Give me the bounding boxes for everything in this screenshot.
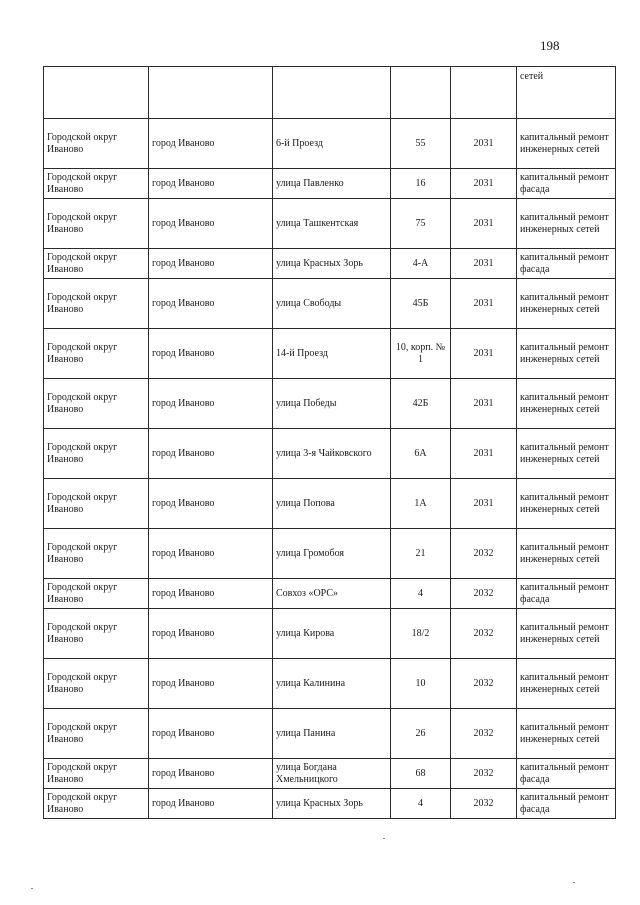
house-cell: 68 <box>391 759 451 789</box>
work-cell: капитальный ремонт инженерных сетей <box>517 199 616 249</box>
table-row <box>44 529 616 579</box>
city-cell: город Иваново <box>149 199 273 249</box>
house-cell: 6А <box>391 429 451 479</box>
table-row <box>44 789 616 819</box>
street-cell: улица Калинина <box>273 659 391 709</box>
table-row <box>44 119 616 169</box>
work-cell: капитальный ремонт инженерных сетей <box>517 659 616 709</box>
house-cell: 42Б <box>391 379 451 429</box>
table-row <box>44 429 616 479</box>
year-cell: 2032 <box>451 709 517 759</box>
work-cell: капитальный ремонт инженерных сетей <box>517 529 616 579</box>
street-cell: улица Павленко <box>273 169 391 199</box>
okrug-cell <box>44 67 149 119</box>
city-cell: город Иваново <box>149 609 273 659</box>
work-cell: капитальный ремонт фасада <box>517 759 616 789</box>
table-row <box>44 169 616 199</box>
scan-speck <box>31 888 33 889</box>
city-cell: город Иваново <box>149 329 273 379</box>
okrug-cell: Городской округ Иваново <box>44 249 149 279</box>
house-cell: 26 <box>391 709 451 759</box>
street-cell: улица Кирова <box>273 609 391 659</box>
street-cell: 6-й Проезд <box>273 119 391 169</box>
house-cell: 55 <box>391 119 451 169</box>
table-row <box>44 249 616 279</box>
house-cell: 4-А <box>391 249 451 279</box>
city-cell: город Иваново <box>149 379 273 429</box>
okrug-cell: Городской округ Иваново <box>44 579 149 609</box>
okrug-cell: Городской округ Иваново <box>44 609 149 659</box>
work-cell: капитальный ремонт фасада <box>517 579 616 609</box>
table-row <box>44 199 616 249</box>
city-cell: город Иваново <box>149 789 273 819</box>
year-cell: 2031 <box>451 279 517 329</box>
year-cell: 2031 <box>451 379 517 429</box>
city-cell <box>149 67 273 119</box>
table-row <box>44 379 616 429</box>
house-cell: 18/2 <box>391 609 451 659</box>
street-cell: улица Громобоя <box>273 529 391 579</box>
repair-register-table <box>43 66 616 819</box>
house-cell: 21 <box>391 529 451 579</box>
city-cell: город Иваново <box>149 759 273 789</box>
table-row <box>44 479 616 529</box>
year-cell <box>451 67 517 119</box>
year-cell: 2031 <box>451 119 517 169</box>
okrug-cell: Городской округ Иваново <box>44 789 149 819</box>
table-row <box>44 759 616 789</box>
year-cell: 2031 <box>451 249 517 279</box>
work-cell: капитальный ремонт инженерных сетей <box>517 609 616 659</box>
scan-speck <box>573 882 575 883</box>
year-cell: 2032 <box>451 759 517 789</box>
city-cell: город Иваново <box>149 169 273 199</box>
table-row <box>44 659 616 709</box>
street-cell: улица 3-я Чайковского <box>273 429 391 479</box>
okrug-cell: Городской округ Иваново <box>44 759 149 789</box>
street-cell: улица Панина <box>273 709 391 759</box>
work-cell: капитальный ремонт инженерных сетей <box>517 119 616 169</box>
year-cell: 2031 <box>451 479 517 529</box>
table-row-continuation <box>44 67 616 119</box>
house-cell: 1А <box>391 479 451 529</box>
work-cell: капитальный ремонт фасада <box>517 169 616 199</box>
okrug-cell: Городской округ Иваново <box>44 529 149 579</box>
city-cell: город Иваново <box>149 279 273 329</box>
year-cell: 2032 <box>451 529 517 579</box>
house-cell: 4 <box>391 789 451 819</box>
year-cell: 2032 <box>451 579 517 609</box>
okrug-cell: Городской округ Иваново <box>44 379 149 429</box>
street-cell: улица Красных Зорь <box>273 249 391 279</box>
street-cell: улица Свободы <box>273 279 391 329</box>
table-row <box>44 279 616 329</box>
city-cell: город Иваново <box>149 119 273 169</box>
house-cell: 10 <box>391 659 451 709</box>
okrug-cell: Городской округ Иваново <box>44 119 149 169</box>
street-cell: улица Ташкентская <box>273 199 391 249</box>
house-cell: 75 <box>391 199 451 249</box>
work-cell: капитальный ремонт инженерных сетей <box>517 279 616 329</box>
city-cell: город Иваново <box>149 249 273 279</box>
table-row <box>44 329 616 379</box>
city-cell: город Иваново <box>149 709 273 759</box>
house-cell <box>391 67 451 119</box>
year-cell: 2031 <box>451 429 517 479</box>
city-cell: город Иваново <box>149 579 273 609</box>
work-cell: сетей <box>517 67 616 119</box>
work-cell: капитальный ремонт фасада <box>517 249 616 279</box>
street-cell: улица Победы <box>273 379 391 429</box>
table-row <box>44 709 616 759</box>
table-body <box>44 67 616 819</box>
year-cell: 2031 <box>451 199 517 249</box>
city-cell: город Иваново <box>149 529 273 579</box>
house-cell: 16 <box>391 169 451 199</box>
scan-speck <box>383 838 385 839</box>
street-cell: улица Попова <box>273 479 391 529</box>
page-number: 198 <box>540 38 560 53</box>
city-cell: город Иваново <box>149 659 273 709</box>
city-cell: город Иваново <box>149 429 273 479</box>
work-cell: капитальный ремонт инженерных сетей <box>517 329 616 379</box>
table-row <box>44 579 616 609</box>
house-cell: 45Б <box>391 279 451 329</box>
okrug-cell: Городской округ Иваново <box>44 169 149 199</box>
year-cell: 2032 <box>451 659 517 709</box>
work-cell: капитальный ремонт инженерных сетей <box>517 379 616 429</box>
okrug-cell: Городской округ Иваново <box>44 199 149 249</box>
street-cell: улица Богдана Хмельницкого <box>273 759 391 789</box>
year-cell: 2031 <box>451 329 517 379</box>
city-cell: город Иваново <box>149 479 273 529</box>
year-cell: 2031 <box>451 169 517 199</box>
work-cell: капитальный ремонт фасада <box>517 789 616 819</box>
street-cell: 14-й Проезд <box>273 329 391 379</box>
work-cell: капитальный ремонт инженерных сетей <box>517 479 616 529</box>
street-cell: улица Красных Зорь <box>273 789 391 819</box>
okrug-cell: Городской округ Иваново <box>44 479 149 529</box>
table-row <box>44 609 616 659</box>
street-cell <box>273 67 391 119</box>
work-cell: капитальный ремонт инженерных сетей <box>517 709 616 759</box>
okrug-cell: Городской округ Иваново <box>44 279 149 329</box>
okrug-cell: Городской округ Иваново <box>44 659 149 709</box>
work-cell: капитальный ремонт инженерных сетей <box>517 429 616 479</box>
street-cell: Совхоз «ОРС» <box>273 579 391 609</box>
house-cell: 10, корп. № 1 <box>391 329 451 379</box>
okrug-cell: Городской округ Иваново <box>44 429 149 479</box>
okrug-cell: Городской округ Иваново <box>44 709 149 759</box>
year-cell: 2032 <box>451 609 517 659</box>
okrug-cell: Городской округ Иваново <box>44 329 149 379</box>
year-cell: 2032 <box>451 789 517 819</box>
house-cell: 4 <box>391 579 451 609</box>
